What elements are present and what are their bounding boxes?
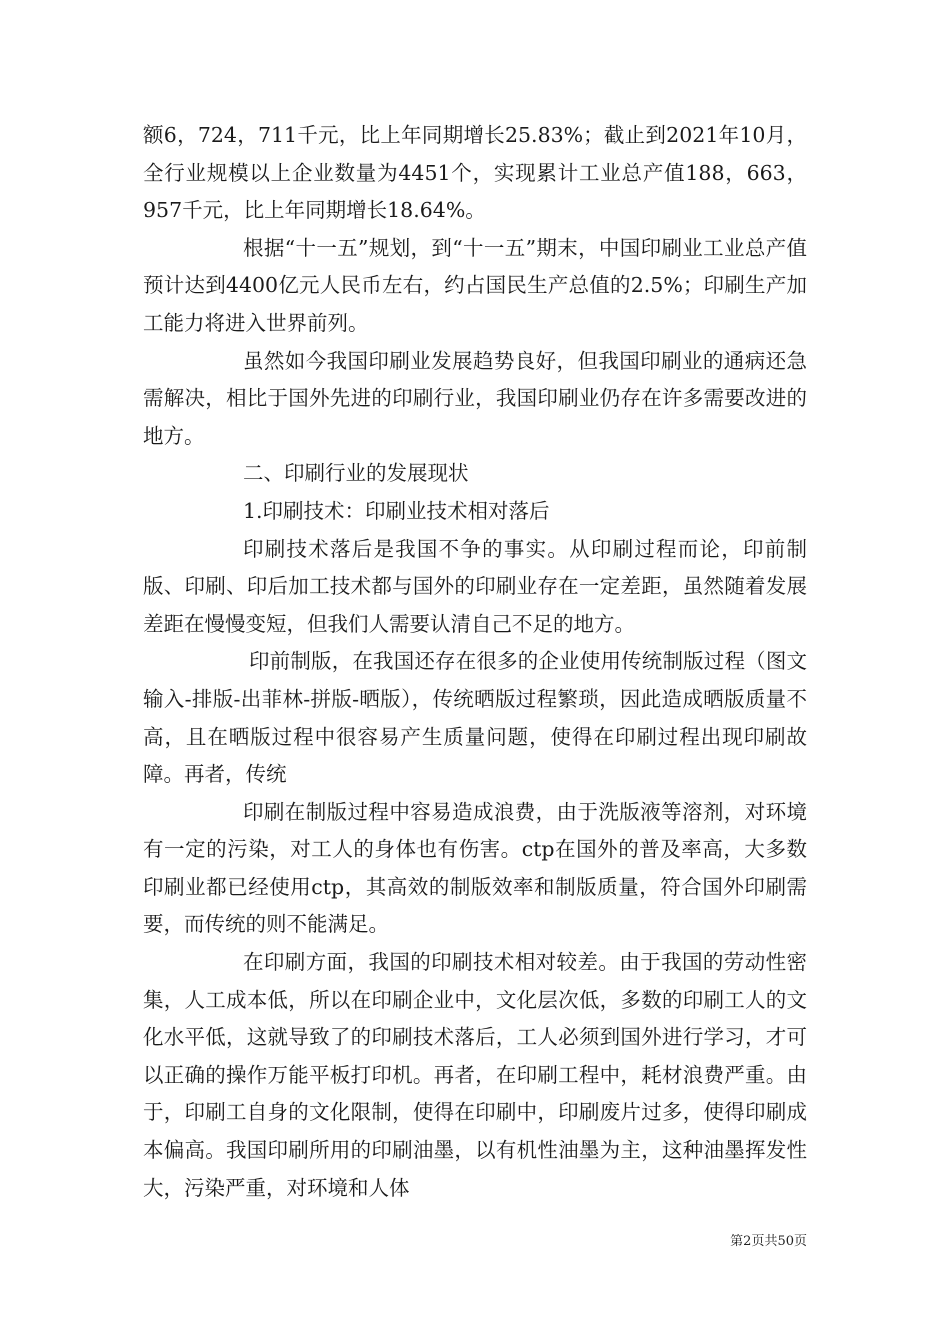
document-body [143,117,807,1207]
section-heading: 二、印刷行业的发展现状 [243,461,469,486]
paragraph-problems: 虽然如今我国印刷业发展趋势良好，但我国印刷业的通病还急需解决，相比于国外先进的印刷行业，我国印刷业仍存在许多需要改进的地方。 [143,348,807,448]
paragraph-tech-lag: 印刷技术落后是我国不争的事实。从印刷过程而论，印前制版、印刷、印后加工技术都与国外的印刷业存在一定差距，虽然随着发展差距在慢慢变短，但我们人需要认清自己不足的地方。 [143,536,807,636]
paragraph-printing: 在印刷方面，我国的印刷技术相对较差。由于我国的劳动性密集，人工成本低，所以在印刷企业中，文化层次低，多数的印刷工人的文化水平低，这就导致了的印刷技术落后，工人必须到国外进行学习，才可以正确的操作万能平板打印机。再者，在印刷工程中，耗材浪费严重。由于，印刷工自身的文化限制，使得在印刷中，印刷废片过多，使得印刷成本偏高。我国印刷所用的印刷油墨，以有机性油墨为主，这种油墨挥发性大，污染严重，对环境和人体 [143,950,807,1200]
paragraph-plate-making: 印刷在制版过程中容易造成浪费，由于洗版液等溶剂，对环境有一定的污染，对工人的身体也有伤害。ctp在国外的普及率高，大多数印刷业都已经使用ctp，其高效的制版效率和制版质量，符合国外印刷需要，而传统的则不能满足。 [143,799,807,937]
page-number: 第2页共50页 [730,1234,807,1249]
paragraph-statistics: 额6，724，711千元，比上年同期增长25.83%；截止到2021年10月，全行业规模以上企业数量为4451个，实现累计工业总产值188，663，957千元，比上年同期增长18.64%。 [143,123,807,223]
paragraph-plan: 根据“十一五”规划，到“十一五”期末，中国印刷业工业总产值预计达到4400亿元人民币左右，约占国民生产总值的2.5%；印刷生产加工能力将进入世界前列。 [143,235,807,335]
paragraph-prepress: 印前制版，在我国还存在很多的企业使用传统制版过程（图文输入-排版-出菲林-拼版-晒版），传统晒版过程繁琐，因此造成晒版质量不高，且在晒版过程中很容易产生质量问题，使得在印刷过程出现印刷故障。再者，传统 [143,649,807,787]
subsection-heading: 1.印刷技术：印刷业技术相对落后 [243,498,550,523]
